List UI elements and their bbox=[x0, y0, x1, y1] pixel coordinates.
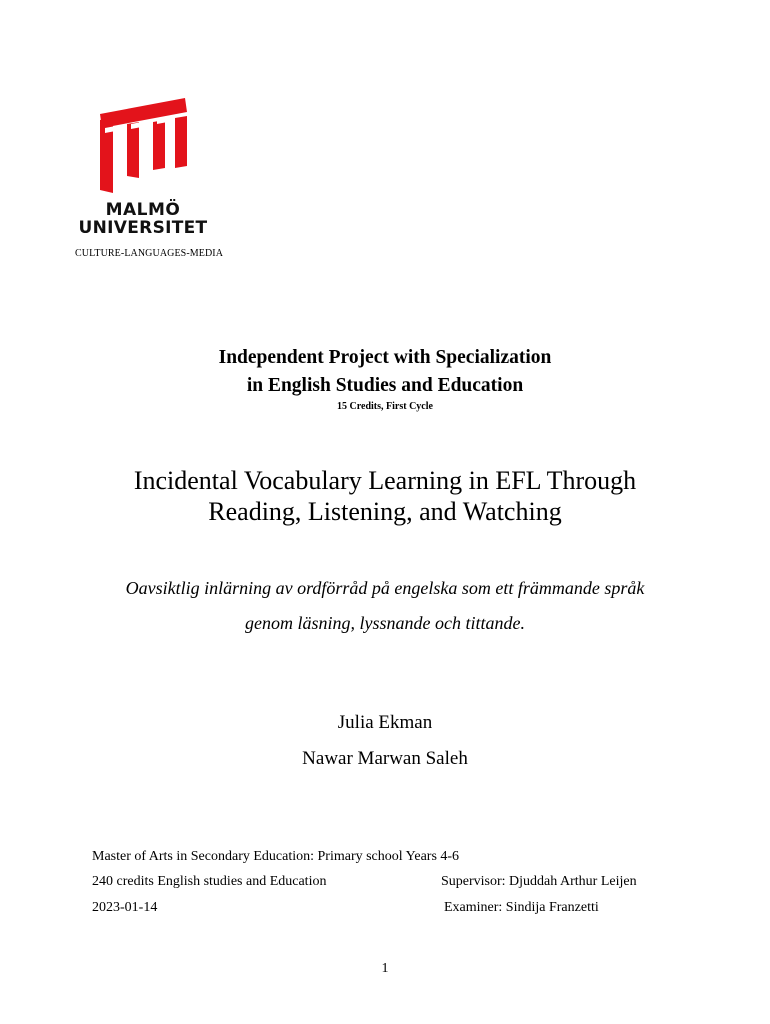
project-title bbox=[0, 344, 770, 400]
logo-text-universitet: UNIVERSITET bbox=[78, 218, 208, 238]
examiner: Examiner: Sindija Franzetti bbox=[444, 900, 599, 915]
swedish-title-line-1: Oavsiktlig inlärning av ordförråd på engelska som ett främmande språk bbox=[125, 578, 645, 598]
project-title-line-2: in English Studies and Education bbox=[246, 375, 524, 396]
swedish-title-line-2: genom läsning, lyssnande och tittande. bbox=[245, 613, 525, 633]
malmo-university-logo bbox=[75, 98, 225, 240]
faculty-label: CULTURE-LANGUAGES-MEDIA bbox=[75, 248, 224, 259]
project-title-line-1: Independent Project with Specialization bbox=[218, 347, 552, 368]
supervisor: Supervisor: Djuddah Arthur Leijen bbox=[441, 874, 637, 889]
logo-text-malmo: MALMÖ bbox=[105, 200, 181, 220]
author-name: Julia Ekman bbox=[337, 712, 433, 733]
date: 2023-01-14 bbox=[92, 900, 158, 915]
thesis-title bbox=[0, 465, 770, 527]
authors bbox=[0, 705, 770, 777]
thesis-title-line-2: Reading, Listening, and Watching bbox=[208, 497, 562, 526]
thesis-title-line-1: Incidental Vocabulary Learning in EFL Through bbox=[133, 466, 637, 495]
logo-emblem-icon bbox=[75, 98, 225, 198]
program-name: Master of Arts in Secondary Education: Primary school Years 4-6 bbox=[92, 849, 460, 864]
page-number: 1 bbox=[381, 961, 389, 976]
swedish-title bbox=[0, 573, 770, 639]
credits-subject: 240 credits English studies and Education bbox=[92, 874, 327, 889]
author-name: Nawar Marwan Saleh bbox=[302, 748, 468, 769]
credits-cycle: 15 Credits, First Cycle bbox=[337, 401, 433, 412]
